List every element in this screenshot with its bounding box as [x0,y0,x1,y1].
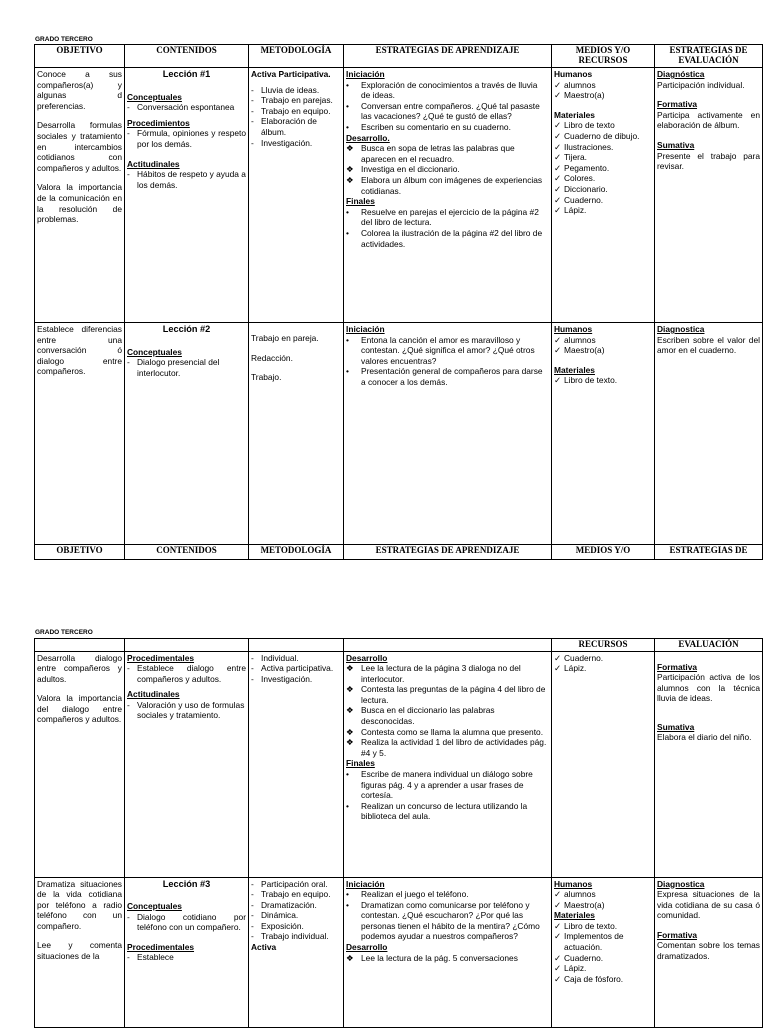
header-estrategias-evaluacion: ESTRATEGIAS DE [655,545,763,560]
list-item: ✓ Implementos de actuación. [554,931,624,953]
list-item: - Individual. [251,652,299,663]
list-item: • Realizan el juego el teléfono. [346,889,469,900]
lesson-title: Lección #3 [162,878,211,889]
objetivo-text: Desarrolla formulas sociales y tratamiento en intercambios cotidianos con compañeros y adultos. [37,120,122,173]
list-item: ✓ Libro de texto. [554,920,618,931]
section-heading: Actitudinales [127,158,180,169]
list-item: • Conversan entre compañeros. ¿Qué tal pasaste las vacaciones? ¿Qué te gustó de ellas? [346,100,540,122]
table-row [35,68,763,323]
section-heading: Conceptuales [127,91,182,102]
recursos-cell [552,68,655,323]
header-estrategias-evaluacion: EVALUACIÓN [655,639,763,652]
list-item: ✓ Colores. [554,173,596,184]
header-metodologia: METODOLOGÍA [249,45,344,68]
eval-text: Elabora el diario del niño. [657,732,752,743]
list-item: ✓ Libro de texto. [554,375,618,386]
list-item: ✓ Lápiz. [554,205,587,216]
list-item: ✓ Caja de fósforo. [554,973,624,984]
metodologia-cell [249,323,344,545]
section-heading: Procedimentales [127,941,195,952]
list-item: - Establece [127,952,174,963]
objetivo-text: Valora la importancia de la comunicación en la resolución de problemas. [37,182,122,225]
section-heading: Finales [346,196,375,207]
grade-label-page1: GRADO TERCERO [35,36,93,43]
section-heading: Desarrollo. [346,132,390,143]
recursos-cell [552,651,655,877]
list-item: - Dialogo cotidiano por teléfono con un compañero. [127,911,246,933]
list-item: - Dramatización. [251,899,317,910]
list-item: ✓ Maestro(a) [554,90,605,101]
objetivo-cell [35,877,125,1027]
section-heading: Diagnostica [657,324,705,334]
list-item: - Lluvia de ideas. [251,84,320,95]
recursos-cell [552,877,655,1027]
list-item: ❖ Contesta las preguntas de la página 4 del libro de lectura. [346,684,546,705]
eval-text: Comentan sobre los temas dramatizados. [657,940,760,962]
list-item: • Escriben su comentario en su cuaderno. [346,121,511,132]
section-heading: Humanos [554,324,593,334]
header-metodologia [249,639,344,652]
objetivo-text: Lee y comenta situaciones de la [37,940,122,962]
metodologia-cell [249,877,344,1027]
section-heading: Procedimientos [127,117,190,128]
section-heading: Materiales [554,910,595,921]
section-heading: Diagnostica [657,878,705,889]
footer-header-row [35,545,763,560]
section-heading: Conceptuales [127,901,182,912]
evaluacion-cell [655,68,763,323]
list-item: ❖ Lee la lectura de la página 3 dialoga no del interlocutor. [346,663,521,684]
metodologia-cell [249,68,344,323]
lesson-title: Lección #1 [162,69,211,79]
header-metodologia: METODOLOGÍA [249,545,344,560]
header-contenidos: CONTENIDOS [125,545,249,560]
list-item: - Trabajo individual. [251,931,329,942]
list-item: ✓ Cuaderno. [554,652,604,663]
table-row [35,651,763,877]
list-item: ✓ Ilustraciones. [554,141,614,152]
list-item: - Trabajo en parejas. [251,95,333,106]
lesson-plan-table-page2 [34,638,763,1028]
section-heading: Conceptuales [127,346,182,357]
list-item: ❖ Realiza la actividad 1 del libro de actividades pág. #4 y 5. [346,737,547,758]
contenidos-cell [125,651,249,877]
list-item: ✓ Tijera. [554,152,587,163]
table-row [35,323,763,545]
objetivo-text: Conoce a sus compañeros(a) y algunas d preferencias. [37,69,122,111]
list-item: Redacción. [251,352,293,363]
list-item: - Exposición. [251,920,304,931]
list-item: ❖ Investiga en el diccionario. [346,164,460,175]
section-heading: Humanos [554,69,593,79]
evaluacion-cell [655,323,763,545]
list-item: ❖ Contesta como se llama la alumna que presento. [346,726,544,737]
grade-label-page2: GRADO TERCERO [35,629,93,636]
section-heading: Desarrollo [346,942,388,953]
contenidos-cell [125,68,249,323]
eval-text: Expresa situaciones de la vida cotidiana de su casa ó comunidad. [657,889,760,921]
list-item: ✓ alumnos [554,334,596,345]
header-contenidos [125,639,249,652]
objetivo-cell [35,323,125,545]
section-heading: Actitudinales [127,689,180,700]
list-item: ✓ Libro de texto [554,120,615,131]
list-item: ❖ Elabora un álbum con imágenes de experiencias cotidianas. [346,174,543,196]
header-estrategias-aprendizaje: ESTRATEGIAS DE APRENDIZAJE [344,45,552,68]
list-item: - Participación oral. [251,878,328,889]
section-heading: Diagnóstica [657,69,705,79]
list-item: - Fórmula, opiniones y respeto por los demás. [127,128,246,149]
list-item: ✓ Pegamento. [554,162,610,173]
section-heading: Formativa [657,99,698,110]
list-item: - Establece dialogo entre compañeros y adultos. [127,663,246,684]
list-item: ✓ Cuaderno de dibujo. [554,130,640,141]
recursos-cell [552,323,655,545]
metodologia-cell [249,651,344,877]
list-item: • Realizan un concurso de lectura utilizando la biblioteca del aula. [346,800,528,822]
list-item: • Dramatizan como comunicarse por teléfono y contestan. ¿Qué escucharon? ¿Por qué las personas tienen el hábito de la mentira? ¿Cómo podemos ayudar a nuestros compañeros? [346,899,540,942]
evaluacion-cell [655,877,763,1027]
header-row [35,639,763,652]
estrategias-cell [344,68,552,323]
header-objetivo: OBJETIVO [35,545,125,560]
section-heading: Sumativa [657,139,695,150]
list-item: - Conversación espontanea [127,102,235,113]
eval-text: Presente el trabajo para revisar. [657,150,760,172]
list-item: • Exploración de conocimientos a través de lluvia de ideas. [346,79,538,101]
contenidos-cell [125,877,249,1027]
list-item: ❖ Lee la lectura de la pág. 5 conversaciones [346,952,518,963]
eval-text: Participación activa de los alumnos con la técnica lluvia de ideas. [657,672,760,704]
evaluacion-cell [655,651,763,877]
section-heading: Activa Participativa. [251,69,331,79]
list-item: • Colorea la ilustración de la página #2 del libro de actividades. [346,227,543,249]
list-item: - Trabajo en equipo. [251,889,331,900]
list-item: ✓ Lápiz. [554,963,587,974]
header-medios-recursos: MEDIOS Y/O RECURSOS [552,45,655,68]
section-heading: Iniciación [346,69,385,79]
section-heading: Materiales [554,364,595,375]
section-heading: Desarrollo [346,652,388,663]
header-medios-recursos: RECURSOS [552,639,655,652]
header-objetivo: OBJETIVO [35,45,125,68]
list-item: Trabajo en pareja. [251,333,319,343]
header-row [35,45,763,68]
lesson-title: Lección #2 [162,324,211,334]
header-objetivo [35,639,125,652]
contenidos-cell [125,323,249,545]
list-item: - Investigación. [251,137,313,148]
table-row [35,877,763,1027]
list-item: ✓ Cuaderno. [554,194,604,205]
header-estrategias-aprendizaje [344,639,552,652]
list-item: • Resuelve en parejas el ejercicio de la página #2 del libro de lectura. [346,206,539,228]
list-item: - Investigación. [251,673,313,684]
objetivo-text: Dramatiza situaciones de la vida cotidiana por teléfono a radio teléfono con un compañero. [37,878,122,931]
list-item: ✓ alumnos [554,79,596,90]
objetivo-text: Valora la importancia del dialogo entre compañeros y adultos. [37,693,122,725]
lesson-plan-table-page1 [34,44,763,560]
estrategias-cell [344,877,552,1027]
section-heading: Activa [251,942,277,953]
header-contenidos: CONTENIDOS [125,45,249,68]
eval-text: Escriben sobre el valor del amor en el cuaderno. [657,334,760,356]
section-heading: Procedimentales [127,652,195,663]
objetivo-text: Establece diferencias entre una conversación ó dialogo entre compañeros. [37,324,122,377]
section-heading: Humanos [554,878,593,889]
list-item: ✓ Cuaderno. [554,952,604,963]
eval-text: Participa activamente en elaboración de álbum. [657,109,760,131]
list-item: ✓ Maestro(a) [554,345,605,356]
section-heading: Sumativa [657,721,695,732]
list-item: ✓ alumnos [554,889,596,900]
objetivo-cell [35,68,125,323]
objetivo-text: Desarrolla dialogo entre compañeros y adultos. [37,652,122,684]
header-estrategias-evaluacion: ESTRATEGIAS DE EVALUACIÓN [655,45,763,68]
section-heading: Formativa [657,929,698,940]
list-item: - Dialogo presencial del interlocutor. [127,357,220,378]
list-item: - Valoración y uso de formulas sociales y tratamiento. [127,699,245,721]
list-item: ✓ Maestro(a) [554,899,605,910]
section-heading: Finales [346,758,375,769]
section-heading: Formativa [657,661,698,672]
list-item: - Elaboración de álbum. [251,116,317,137]
header-medios-recursos: MEDIOS Y/O [552,545,655,560]
list-item: ❖ Busca en el diccionario las palabras desconocidas. [346,705,495,727]
list-item: Trabajo. [251,372,282,383]
header-estrategias-aprendizaje: ESTRATEGIAS DE APRENDIZAJE [344,545,552,560]
objetivo-cell [35,651,125,877]
section-heading: Materiales [554,109,595,120]
list-item: - Hábitos de respeto y ayuda a los demás. [127,169,246,190]
list-item: • Presentación general de compañeros para darse a conocer a los demás. [346,366,543,387]
list-item: ❖ Busca en sopa de letras las palabras que aparecen en el recuadro. [346,143,515,164]
list-item: - Activa participativa. [251,663,334,674]
list-item: • Entona la canción el amor es maravilloso y contestan. ¿Qué significa el amor? ¿Qué otros valores encuentras? [346,334,535,366]
eval-text: Participación individual. [657,79,745,90]
list-item: ✓ Lápiz. [554,663,587,674]
section-heading: Iniciación [346,878,385,889]
section-heading: Iniciación [346,324,385,334]
estrategias-cell [344,323,552,545]
list-item: • Escribe de manera individual un diálogo sobre figuras pág. 4 y a aprender a usar frases de cortesía. [346,769,533,801]
list-item: - Dinámica. [251,910,299,921]
list-item: ✓ Diccionario. [554,183,608,194]
list-item: - Trabajo en equipo. [251,105,331,116]
estrategias-cell [344,651,552,877]
